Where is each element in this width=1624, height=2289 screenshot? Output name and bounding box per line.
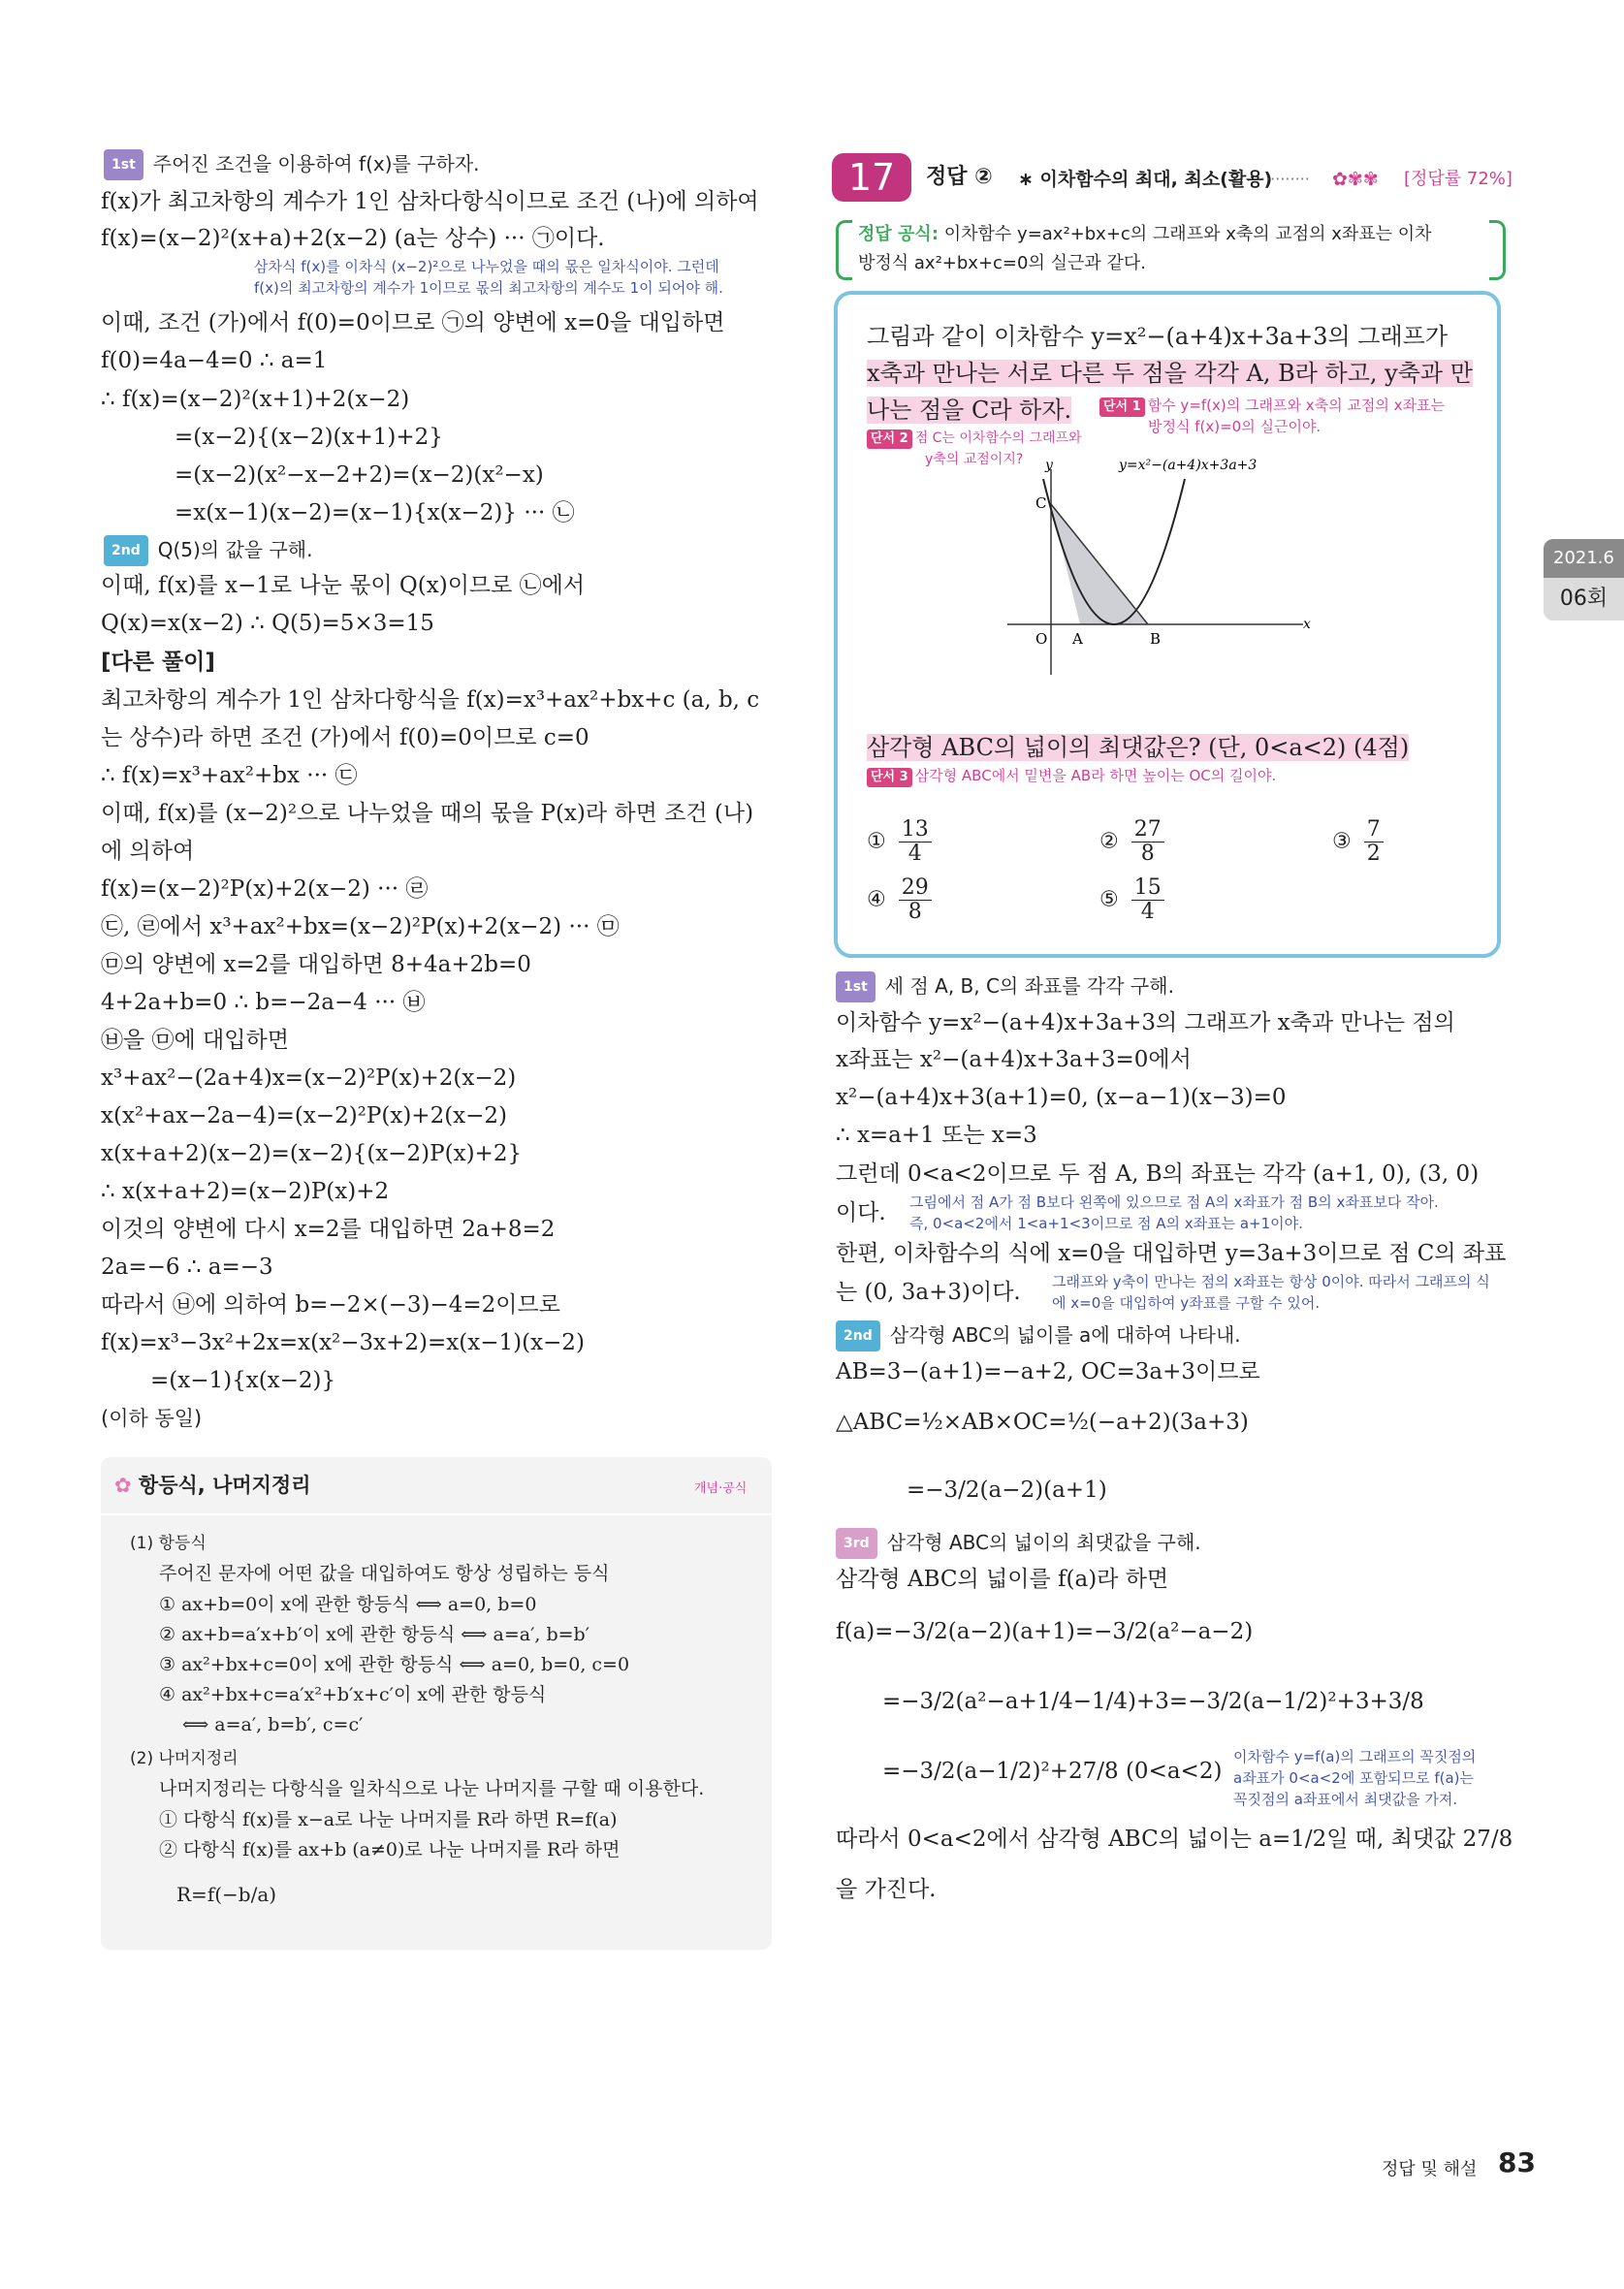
hint-1b: 방정식 f(x)=0의 실근이야. (1148, 418, 1321, 435)
text-line: ㉥을 ㉤에 대입하면 (101, 1028, 289, 1053)
choice-fraction (899, 818, 932, 866)
text-line: 한편, 이차함수의 식에 x=0을 대입하면 y=3a+3이므로 점 C의 좌표 (836, 1241, 1507, 1266)
hint-2b: y축의 교점이지? (925, 452, 1024, 467)
label-y: y (1045, 458, 1053, 473)
hint-text: 점 C는 이차함수의 그래프와 (914, 430, 1082, 446)
correct-rate: [정답률 72%] (1404, 169, 1513, 189)
hint-tag: 단서 1 (1099, 397, 1145, 417)
text-line: ∴ x(x+a+2)=(x−2)P(x)+2 (101, 1179, 390, 1204)
step-3rd (836, 1528, 1201, 1559)
side-tab-year: 2021.6 (1544, 539, 1624, 578)
concept-line: ④ ax²+bx+c=a′x²+b′x+c′이 x에 관한 항등식 (159, 1684, 547, 1705)
text-line: f(a)=−3/2(a−2)(a+1)=−3/2(a²−a−2) (836, 1619, 1254, 1644)
step-badge: 1st (836, 971, 876, 1002)
text-line: =(x−2)(x²−x−2+2)=(x−2)(x²−x) (175, 462, 544, 488)
note: 꼭짓점의 a좌표에서 최댓값을 가져. (1233, 1791, 1458, 1808)
concept-line: (2) 나머지정리 (130, 1749, 239, 1768)
text-line: 이차함수 y=x²−(a+4)x+3a+3의 그래프가 x축과 만나는 점의 (836, 1010, 1455, 1035)
flower-icon: ✿ (114, 1474, 132, 1497)
text-line: x(x+a+2)(x−2)=(x−2){(x−2)P(x)+2} (101, 1141, 523, 1166)
hint-text: 함수 y=f(x)의 그래프와 x축의 교점의 x좌표는 (1147, 397, 1445, 414)
text-line: x³+ax²−(2a+4)x=(x−2)²P(x)+2(x−2) (101, 1065, 517, 1091)
formula-text: 이차함수 y=ax²+bx+c의 그래프와 x축의 교점의 x좌표는 이차 (943, 224, 1432, 244)
highlight: 삼각형 ABC의 넓이의 최댓값은? (단, 0<a<2) (4점) (867, 734, 1410, 761)
text-line: x좌표는 x²−(a+4)x+3a+3=0에서 (836, 1047, 1192, 1072)
choice-marker: ⑤ (1099, 887, 1119, 912)
parabola-graph (1003, 450, 1313, 683)
fraction-denominator: 2 (1366, 842, 1381, 866)
text-line: ∴ x=a+1 또는 x=3 (836, 1123, 1037, 1148)
step-title: Q(5)의 값을 구해. (157, 538, 313, 561)
text-line: Q(x)=x(x−2) ∴ Q(5)=5×3=15 (101, 611, 434, 636)
step-title: 삼각형 ABC의 넓이의 최댓값을 구해. (886, 1531, 1201, 1554)
concept-line: ① ax+b=0이 x에 관한 항등식 ⟺ a=0, b=0 (159, 1594, 537, 1615)
text-line: x(x²+ax−2a−4)=(x−2)²P(x)+2(x−2) (101, 1103, 508, 1129)
text-line: f(x)=x³−3x²+2x=x(x²−3x+2)=x(x−1)(x−2) (101, 1330, 585, 1355)
text-line: x²−(a+4)x+3(a+1)=0, (x−a−1)(x−3)=0 (836, 1085, 1287, 1110)
fraction-denominator: 8 (908, 900, 922, 924)
concept-line: ① 다항식 f(x)를 x−a로 나눈 나머지를 R라 하면 R=f(a) (159, 1809, 618, 1830)
fraction-numerator: 13 (899, 818, 932, 842)
fraction-numerator: 27 (1131, 818, 1164, 842)
fraction-numerator: 7 (1364, 818, 1384, 842)
hint-2 (867, 429, 1082, 449)
step-title: 세 점 A, B, C의 좌표를 각각 구해. (884, 974, 1174, 998)
concept-line: R=f(−b/a) (176, 1883, 277, 1906)
text-line: 이때, 조건 (가)에서 f(0)=0이므로 ㉠의 양변에 x=0을 대입하면 (101, 310, 725, 335)
text-line: f(x)가 최고차항의 계수가 1인 삼차다항식이므로 조건 (나)에 의하여 (101, 189, 759, 214)
problem-question (867, 733, 1409, 762)
concept-line: ② ax+b=a′x+b′이 x에 관한 항등식 ⟺ a=a′, b=b′ (159, 1624, 590, 1645)
label-x: x (1303, 617, 1311, 632)
text-line: 이때, f(x)를 (x−2)²으로 나누었을 때의 몫을 P(x)라 하면 조건 (나) (101, 801, 754, 826)
choice-fraction (899, 876, 932, 924)
formula-line (858, 220, 1432, 249)
choice-fraction (1364, 818, 1384, 866)
step-badge: 3rd (836, 1528, 877, 1559)
page-number: 83 (1498, 2146, 1536, 2178)
fraction-numerator: 15 (1131, 876, 1164, 901)
text-line: 이것의 양변에 다시 x=2를 대입하면 2a+8=2 (101, 1217, 556, 1242)
concept-line: ③ ax²+bx+c=0이 x에 관한 항등식 ⟺ a=0, b=0, c=0 (159, 1654, 630, 1675)
bracket-left (836, 220, 852, 280)
step-badge: 2nd (836, 1320, 880, 1351)
problem-number: 17 (832, 153, 911, 202)
note: 그림에서 점 A가 점 B보다 왼쪽에 있으므로 점 A의 x좌표가 점 B의 x좌표보다 작아. (909, 1193, 1439, 1211)
text-line: =−3/2(a−1/2)²+27/8 (0<a<2) (882, 1759, 1223, 1784)
choice-marker: ② (1099, 829, 1119, 854)
fraction-denominator: 4 (908, 842, 922, 866)
text-line: 는 (0, 3a+3)이다. (836, 1280, 1021, 1305)
label-o: O (1035, 630, 1048, 648)
text-line: f(0)=4a−4=0 ∴ a=1 (101, 348, 328, 373)
fraction-numerator: 29 (899, 876, 932, 901)
text-line: f(x)=(x−2)²P(x)+2(x−2) ··· ㉣ (101, 876, 429, 902)
step-2nd (836, 1320, 1241, 1351)
choice-fraction (1131, 876, 1164, 924)
text-line: =(x−1){x(x−2)} (150, 1368, 336, 1393)
text-line: 이때, f(x)를 x−1로 나눈 몫이 Q(x)이므로 ㉡에서 (101, 573, 586, 598)
label-b: B (1150, 630, 1162, 648)
step-title: 주어진 조건을 이용하여 f(x)를 구하자. (152, 152, 480, 175)
text-line: AB=3−(a+1)=−a+2, OC=3a+3이므로 (836, 1359, 1260, 1384)
highlight: x축과 만나는 서로 다른 두 점을 각각 A, B라 하고, y축과 만 (867, 360, 1473, 387)
text-line: 을 가진다. (836, 1877, 937, 1902)
concept-tag: 개념·공식 (694, 1481, 748, 1496)
concept-line: ② 다항식 f(x)를 ax+b (a≠0)로 나눈 나머지를 R라 하면 (159, 1839, 621, 1860)
choice-2[interactable] (1099, 818, 1164, 866)
choice-fraction (1131, 818, 1164, 866)
text-line: ∴ f(x)=x³+ax²+bx ··· ㉢ (101, 763, 358, 788)
note: f(x)의 최고차항의 계수가 1이므로 몫의 최고차항의 계수도 1이 되어야 해. (254, 279, 723, 297)
formula-label: 정답 공식: (858, 224, 939, 244)
fraction-denominator: 4 (1140, 900, 1155, 924)
note: 즉, 0<a<2에서 1<a+1<3이므로 점 A의 x좌표는 a+1이야. (909, 1215, 1303, 1232)
text-line: 이다. (836, 1200, 886, 1225)
side-tab-round: 06회 (1544, 578, 1624, 620)
text-line: 는 상수)라 하면 조건 (가)에서 f(0)=0이므로 c=0 (101, 725, 589, 750)
hint-1 (1099, 396, 1445, 417)
problem-text: 그림과 같이 이차함수 y=x²−(a+4)x+3a+3의 그래프가 (867, 323, 1449, 350)
text-line: 4+2a+b=0 ∴ b=−2a−4 ··· ㉥ (101, 990, 426, 1015)
problem-box (834, 291, 1501, 958)
text-line: =−3/2(a²−a+1/4−1/4)+3=−3/2(a−1/2)²+3+3/8 (882, 1689, 1424, 1714)
text-line: 그런데 0<a<2이므로 두 점 A, B의 좌표는 각각 (a+1, 0), (3, 0) (836, 1161, 1480, 1187)
text-line: 에 의하여 (101, 839, 195, 864)
label-a: A (1072, 630, 1083, 648)
footer-label: 정답 및 해설 (1382, 2159, 1478, 2179)
note: 에 x=0을 대입하여 y좌표를 구할 수 있어. (1052, 1294, 1321, 1312)
concept-line: 나머지정리는 다항식을 일차식으로 나눈 나머지를 구할 때 이용한다. (159, 1778, 705, 1799)
choice-1[interactable] (867, 818, 932, 866)
text-line: =(x−2){(x−2)(x+1)+2} (175, 425, 443, 450)
text-line: ∴ f(x)=(x−2)²(x+1)+2(x−2) (101, 387, 410, 412)
hint-text: 삼각형 ABC에서 밑변을 AB라 하면 높이는 OC의 길이야. (914, 767, 1277, 784)
step-title: 삼각형 ABC의 넓이를 a에 대하여 나타내. (889, 1323, 1241, 1347)
step-1st (836, 971, 1174, 1002)
text-line: 최고차항의 계수가 1인 삼차다항식을 f(x)=x³+ax²+bx+c (a, b, c (101, 687, 760, 713)
note: 그래프와 y축이 만나는 점의 x좌표는 항상 0이야. 따라서 그래프의 식 (1052, 1273, 1490, 1290)
highlight: 나는 점을 C라 하자. (867, 397, 1072, 424)
problem-text (867, 396, 1071, 425)
problem-topic: ∗ 이차함수의 최대, 최소(활용) (1018, 169, 1273, 190)
label-c: C (1035, 494, 1047, 512)
text-line: 따라서 ㉥에 의하여 b=−2×(−3)−4=2이므로 (101, 1292, 560, 1318)
text-line: △ABC=½×AB×OC=½(−a+2)(3a+3) (836, 1410, 1249, 1435)
text-line: f(x)=(x−2)²(x+a)+2(x−2) (a는 상수) ··· ㉠이다. (101, 226, 605, 251)
problem-text (867, 359, 1473, 388)
text-line: =x(x−1)(x−2)=(x−1){x(x−2)} ··· ㉡ (175, 500, 575, 525)
concept-line: 주어진 문자에 어떤 값을 대입하여도 항상 성립하는 등식 (159, 1563, 610, 1584)
text-line: ㉤의 양변에 x=2를 대입하면 8+4a+2b=0 (101, 952, 531, 977)
bracket-right (1489, 220, 1506, 280)
alt-solution-title: [다른 풀이] (101, 650, 215, 675)
choice-4[interactable] (867, 876, 932, 924)
choice-marker: ① (867, 829, 886, 854)
fraction-denominator: 8 (1140, 842, 1155, 866)
step-badge: 1st (104, 149, 143, 180)
concept-line: (1) 항등식 (130, 1534, 207, 1553)
choice-5[interactable] (1099, 876, 1164, 924)
text-line: (이하 동일) (101, 1407, 203, 1430)
text-line: 2a=−6 ∴ a=−3 (101, 1255, 273, 1280)
text-line: ㉢, ㉣에서 x³+ax²+bx=(x−2)²P(x)+2(x−2) ··· ㉤ (101, 914, 620, 939)
concept-title-text: 항등식, 나머지정리 (138, 1474, 311, 1497)
concept-line: ⟺ a=a′, b=b′, c=c′ (182, 1714, 364, 1735)
hint-tag: 단서 2 (867, 429, 912, 449)
text-line: 따라서 0<a<2에서 삼각형 ABC의 넓이는 a=1/2일 때, 최댓값 27/8 (836, 1827, 1513, 1852)
dot-leader: ·········· (1260, 170, 1310, 188)
note: 삼차식 f(x)를 이차식 (x−2)²으로 나누었을 때의 몫은 일차식이야. 그런데 (254, 258, 719, 275)
graph-equation: y=x²−(a+4)x+3a+3 (1119, 458, 1258, 473)
choice-marker: ③ (1332, 829, 1352, 854)
note: a좌표가 0<a<2에 포함되므로 f(a)는 (1233, 1769, 1474, 1787)
note: 이차함수 y=f(a)의 그래프의 꼭짓점의 (1233, 1748, 1477, 1765)
difficulty-icon: ✿✾✾ (1332, 169, 1379, 190)
text-line: =−3/2(a−2)(a+1) (907, 1478, 1107, 1503)
answer-label: 정답 ② (926, 165, 993, 189)
choice-marker: ④ (867, 887, 886, 912)
hint-3 (867, 766, 1276, 787)
step-badge: 2nd (104, 535, 148, 566)
hint-tag: 단서 3 (867, 768, 912, 787)
text-line: 삼각형 ABC의 넓이를 f(a)라 하면 (836, 1567, 1169, 1592)
choice-3[interactable] (1332, 818, 1384, 866)
formula-line: 방정식 ax²+bx+c=0의 실근과 같다. (858, 253, 1146, 273)
